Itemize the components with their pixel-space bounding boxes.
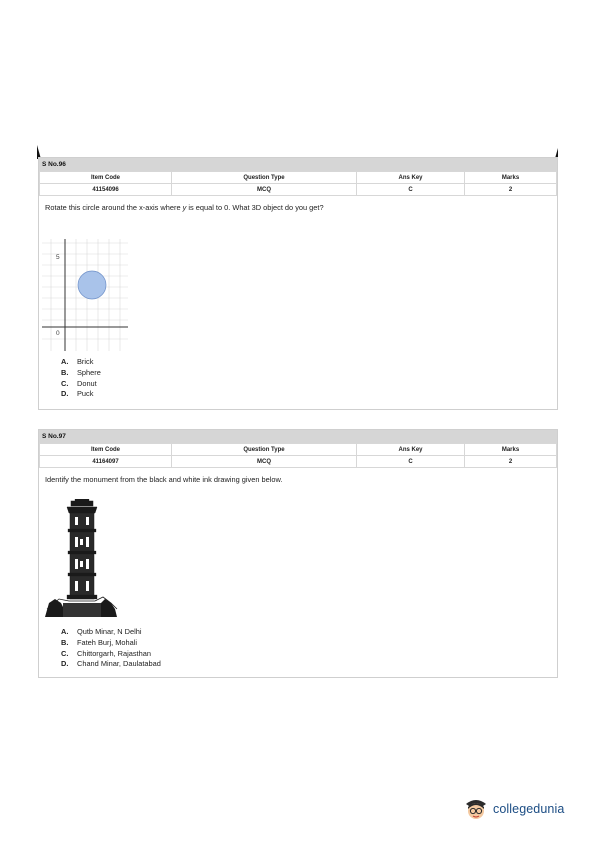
option-b — [61, 638, 161, 649]
marks-value: 2 — [465, 456, 557, 468]
header-marks: Marks — [465, 172, 557, 184]
ans-key-value: C — [357, 456, 465, 468]
coordinate-grid-figure — [42, 239, 128, 351]
header-marks: Marks — [465, 444, 557, 456]
circle-shape — [78, 271, 106, 299]
option-text: Puck — [77, 389, 94, 399]
option-letter: B. — [61, 367, 69, 377]
question-text — [39, 196, 401, 213]
question-text-variable: y — [182, 203, 187, 212]
option-text: Chand Minar, Daulatabad — [77, 659, 161, 669]
option-text: Sphere — [77, 367, 101, 377]
option-text: Fateh Burj, Mohali — [77, 637, 137, 647]
options-list — [61, 357, 101, 400]
question-number: S No.97 — [39, 430, 557, 443]
collegedunia-logo-icon — [463, 796, 489, 822]
header-question-type: Question Type — [172, 172, 357, 184]
item-code-value: 41164097 — [40, 456, 172, 468]
header-ans-key: Ans Key — [357, 172, 465, 184]
header-ans-key: Ans Key — [357, 444, 465, 456]
option-a — [61, 627, 161, 638]
option-c — [61, 649, 161, 660]
question-text-part: Rotate this circle around the x-axis where — [45, 203, 183, 212]
header-question-type: Question Type — [172, 444, 357, 456]
brand-name: collegedunia — [493, 802, 565, 816]
option-letter: C. — [61, 648, 69, 658]
option-text: Qutb Minar, N Delhi — [77, 627, 142, 636]
question-type-value: MCQ — [172, 456, 357, 468]
tick-label-0: 0 — [56, 330, 60, 337]
header-item-code: Item Code — [40, 172, 172, 184]
option-letter: B. — [61, 637, 69, 647]
collegedunia-brand — [463, 796, 564, 822]
options-list — [61, 627, 161, 670]
option-text: Brick — [77, 357, 94, 366]
header-item-code: Item Code — [40, 444, 172, 456]
option-c — [61, 379, 101, 390]
option-letter: A. — [61, 357, 69, 366]
question-meta-table — [39, 171, 557, 196]
option-b — [61, 368, 101, 379]
question-text-part: is equal to 0. What 3D object do you get? — [186, 203, 324, 212]
option-d — [61, 659, 161, 670]
marks-value: 2 — [465, 184, 557, 196]
question-type-value: MCQ — [172, 184, 357, 196]
question-meta-table — [39, 443, 557, 468]
question-text: Identify the monument from the black and white ink drawing given below. — [45, 475, 283, 484]
ans-key-value: C — [357, 184, 465, 196]
tick-label-5: 5 — [56, 254, 60, 261]
option-letter: C. — [61, 378, 69, 388]
option-letter: D. — [61, 659, 69, 669]
option-text: Donut — [77, 378, 97, 388]
option-letter: A. — [61, 627, 69, 636]
option-letter: D. — [61, 389, 69, 399]
monument-ink-drawing — [45, 499, 119, 617]
option-a — [61, 357, 101, 368]
option-d — [61, 389, 101, 400]
question-number: S No.96 — [39, 158, 557, 171]
item-code-value: 41154096 — [40, 184, 172, 196]
option-text: Chittorgarh, Rajasthan — [77, 648, 151, 658]
